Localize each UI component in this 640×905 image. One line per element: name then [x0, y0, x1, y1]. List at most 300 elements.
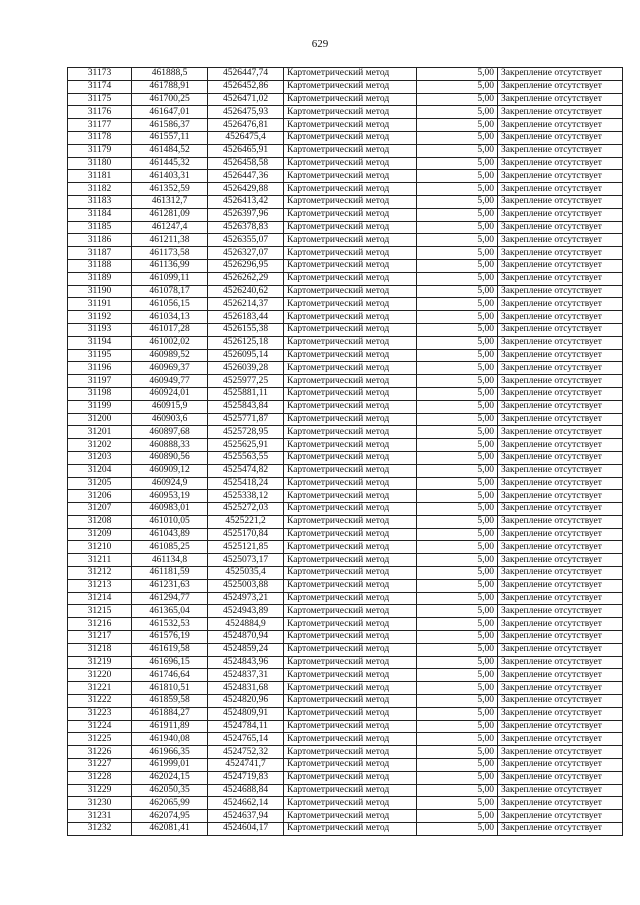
accuracy-cell: 5,00 [417, 477, 498, 490]
accuracy-cell: 5,00 [417, 784, 498, 797]
accuracy-cell: 5,00 [417, 272, 498, 285]
x-coordinate-cell: 460897,68 [132, 426, 208, 439]
y-coordinate-cell: 4526125,18 [208, 336, 284, 349]
method-cell: Картометрический метод [284, 823, 417, 836]
method-cell: Картометрический метод [284, 195, 417, 208]
fixation-cell: Закрепление отсутствует [498, 605, 623, 618]
fixation-cell: Закрепление отсутствует [498, 618, 623, 631]
table-row [68, 349, 623, 362]
fixation-cell: Закрепление отсутствует [498, 503, 623, 516]
accuracy-cell: 5,00 [417, 759, 498, 772]
fixation-cell: Закрепление отсутствует [498, 669, 623, 682]
y-coordinate-cell: 4524752,32 [208, 746, 284, 759]
x-coordinate-cell: 461085,25 [132, 541, 208, 554]
fixation-cell: Закрепление отсутствует [498, 400, 623, 413]
method-cell: Картометрический метод [284, 490, 417, 503]
x-coordinate-cell: 462050,35 [132, 784, 208, 797]
x-coordinate-cell: 461017,28 [132, 323, 208, 336]
x-coordinate-cell: 461002,02 [132, 336, 208, 349]
table-row [68, 490, 623, 503]
fixation-cell: Закрепление отсутствует [498, 426, 623, 439]
y-coordinate-cell: 4526447,36 [208, 170, 284, 183]
point-number-cell: 31184 [68, 208, 132, 221]
x-coordinate-cell: 461647,01 [132, 106, 208, 119]
point-number-cell: 31185 [68, 221, 132, 234]
accuracy-cell: 5,00 [417, 554, 498, 567]
point-number-cell: 31193 [68, 323, 132, 336]
accuracy-cell: 5,00 [417, 336, 498, 349]
table-row [68, 554, 623, 567]
fixation-cell: Закрепление отсутствует [498, 695, 623, 708]
x-coordinate-cell: 461911,89 [132, 720, 208, 733]
accuracy-cell: 5,00 [417, 106, 498, 119]
method-cell: Картометрический метод [284, 759, 417, 772]
point-number-cell: 31192 [68, 311, 132, 324]
x-coordinate-cell: 461010,05 [132, 515, 208, 528]
x-coordinate-cell: 461746,64 [132, 669, 208, 682]
x-coordinate-cell: 461619,58 [132, 643, 208, 656]
x-coordinate-cell: 461247,4 [132, 221, 208, 234]
fixation-cell: Закрепление отсутствует [498, 439, 623, 452]
point-number-cell: 31228 [68, 771, 132, 784]
x-coordinate-cell: 460888,33 [132, 439, 208, 452]
point-number-cell: 31176 [68, 106, 132, 119]
y-coordinate-cell: 4525338,12 [208, 490, 284, 503]
table-row [68, 195, 623, 208]
table-row [68, 106, 623, 119]
method-cell: Картометрический метод [284, 221, 417, 234]
table-row [68, 375, 623, 388]
fixation-cell: Закрепление отсутствует [498, 810, 623, 823]
accuracy-cell: 5,00 [417, 208, 498, 221]
method-cell: Картометрический метод [284, 311, 417, 324]
point-number-cell: 31204 [68, 464, 132, 477]
fixation-cell: Закрепление отсутствует [498, 746, 623, 759]
accuracy-cell: 5,00 [417, 771, 498, 784]
point-number-cell: 31219 [68, 656, 132, 669]
accuracy-cell: 5,00 [417, 669, 498, 682]
y-coordinate-cell: 4524637,94 [208, 810, 284, 823]
x-coordinate-cell: 461940,08 [132, 733, 208, 746]
accuracy-cell: 5,00 [417, 618, 498, 631]
table-row [68, 80, 623, 93]
accuracy-cell: 5,00 [417, 439, 498, 452]
table-row [68, 272, 623, 285]
point-number-cell: 31183 [68, 195, 132, 208]
x-coordinate-cell: 461888,5 [132, 68, 208, 81]
table-row [68, 464, 623, 477]
y-coordinate-cell: 4526355,07 [208, 234, 284, 247]
method-cell: Картометрический метод [284, 720, 417, 733]
y-coordinate-cell: 4526475,93 [208, 106, 284, 119]
accuracy-cell: 5,00 [417, 541, 498, 554]
point-number-cell: 31194 [68, 336, 132, 349]
method-cell: Картометрический метод [284, 119, 417, 132]
point-number-cell: 31223 [68, 707, 132, 720]
table-row [68, 669, 623, 682]
fixation-cell: Закрепление отсутствует [498, 170, 623, 183]
fixation-cell: Закрепление отсутствует [498, 720, 623, 733]
point-number-cell: 31199 [68, 400, 132, 413]
point-number-cell: 31205 [68, 477, 132, 490]
accuracy-cell: 5,00 [417, 387, 498, 400]
accuracy-cell: 5,00 [417, 400, 498, 413]
y-coordinate-cell: 4524837,31 [208, 669, 284, 682]
y-coordinate-cell: 4525977,25 [208, 375, 284, 388]
table-row [68, 605, 623, 618]
table-row [68, 183, 623, 196]
y-coordinate-cell: 4526183,44 [208, 311, 284, 324]
table-row [68, 823, 623, 836]
table-row [68, 528, 623, 541]
point-number-cell: 31213 [68, 579, 132, 592]
point-number-cell: 31231 [68, 810, 132, 823]
accuracy-cell: 5,00 [417, 349, 498, 362]
y-coordinate-cell: 4525728,95 [208, 426, 284, 439]
method-cell: Картометрический метод [284, 592, 417, 605]
accuracy-cell: 5,00 [417, 80, 498, 93]
method-cell: Картометрический метод [284, 183, 417, 196]
y-coordinate-cell: 4526476,81 [208, 119, 284, 132]
table-row [68, 771, 623, 784]
accuracy-cell: 5,00 [417, 579, 498, 592]
x-coordinate-cell: 460915,9 [132, 400, 208, 413]
table-row [68, 208, 623, 221]
x-coordinate-cell: 460909,12 [132, 464, 208, 477]
table-row [68, 234, 623, 247]
y-coordinate-cell: 4525073,17 [208, 554, 284, 567]
point-number-cell: 31222 [68, 695, 132, 708]
x-coordinate-cell: 461999,01 [132, 759, 208, 772]
accuracy-cell: 5,00 [417, 195, 498, 208]
accuracy-cell: 5,00 [417, 810, 498, 823]
method-cell: Картометрический метод [284, 771, 417, 784]
point-number-cell: 31175 [68, 93, 132, 106]
method-cell: Картометрический метод [284, 682, 417, 695]
point-number-cell: 31216 [68, 618, 132, 631]
fixation-cell: Закрепление отсутствует [498, 119, 623, 132]
method-cell: Картометрический метод [284, 631, 417, 644]
fixation-cell: Закрепление отсутствует [498, 554, 623, 567]
fixation-cell: Закрепление отсутствует [498, 656, 623, 669]
fixation-cell: Закрепление отсутствует [498, 759, 623, 772]
y-coordinate-cell: 4524884,9 [208, 618, 284, 631]
table-row [68, 387, 623, 400]
table-row [68, 439, 623, 452]
accuracy-cell: 5,00 [417, 656, 498, 669]
x-coordinate-cell: 461557,11 [132, 131, 208, 144]
fixation-cell: Закрепление отсутствует [498, 285, 623, 298]
method-cell: Картометрический метод [284, 797, 417, 810]
point-number-cell: 31207 [68, 503, 132, 516]
x-coordinate-cell: 461859,58 [132, 695, 208, 708]
method-cell: Картометрический метод [284, 656, 417, 669]
method-cell: Картометрический метод [284, 375, 417, 388]
y-coordinate-cell: 4526039,28 [208, 362, 284, 375]
x-coordinate-cell: 461884,27 [132, 707, 208, 720]
point-number-cell: 31201 [68, 426, 132, 439]
point-number-cell: 31230 [68, 797, 132, 810]
accuracy-cell: 5,00 [417, 733, 498, 746]
accuracy-cell: 5,00 [417, 567, 498, 580]
table-row [68, 579, 623, 592]
x-coordinate-cell: 461294,77 [132, 592, 208, 605]
method-cell: Картометрический метод [284, 643, 417, 656]
method-cell: Картометрический метод [284, 323, 417, 336]
fixation-cell: Закрепление отсутствует [498, 490, 623, 503]
table-row [68, 759, 623, 772]
accuracy-cell: 5,00 [417, 234, 498, 247]
method-cell: Картометрический метод [284, 157, 417, 170]
fixation-cell: Закрепление отсутствует [498, 784, 623, 797]
method-cell: Картометрический метод [284, 413, 417, 426]
accuracy-cell: 5,00 [417, 515, 498, 528]
fixation-cell: Закрепление отсутствует [498, 682, 623, 695]
y-coordinate-cell: 4524719,83 [208, 771, 284, 784]
accuracy-cell: 5,00 [417, 93, 498, 106]
y-coordinate-cell: 4524741,7 [208, 759, 284, 772]
table-row [68, 323, 623, 336]
accuracy-cell: 5,00 [417, 413, 498, 426]
x-coordinate-cell: 461134,8 [132, 554, 208, 567]
accuracy-cell: 5,00 [417, 746, 498, 759]
accuracy-cell: 5,00 [417, 183, 498, 196]
y-coordinate-cell: 4524943,89 [208, 605, 284, 618]
method-cell: Картометрический метод [284, 464, 417, 477]
fixation-cell: Закрепление отсутствует [498, 707, 623, 720]
fixation-cell: Закрепление отсутствует [498, 131, 623, 144]
method-cell: Картометрический метод [284, 554, 417, 567]
point-number-cell: 31186 [68, 234, 132, 247]
x-coordinate-cell: 460890,56 [132, 451, 208, 464]
page-number: 629 [311, 38, 329, 50]
x-coordinate-cell: 461312,7 [132, 195, 208, 208]
table-row [68, 682, 623, 695]
x-coordinate-cell: 462081,41 [132, 823, 208, 836]
method-cell: Картометрический метод [284, 400, 417, 413]
point-number-cell: 31215 [68, 605, 132, 618]
y-coordinate-cell: 4524831,68 [208, 682, 284, 695]
method-cell: Картометрический метод [284, 503, 417, 516]
y-coordinate-cell: 4526155,38 [208, 323, 284, 336]
y-coordinate-cell: 4525221,2 [208, 515, 284, 528]
table-row [68, 259, 623, 272]
fixation-cell: Закрепление отсутствует [498, 477, 623, 490]
accuracy-cell: 5,00 [417, 592, 498, 605]
x-coordinate-cell: 460953,19 [132, 490, 208, 503]
y-coordinate-cell: 4524973,21 [208, 592, 284, 605]
method-cell: Картометрический метод [284, 93, 417, 106]
x-coordinate-cell: 461696,15 [132, 656, 208, 669]
method-cell: Картометрический метод [284, 170, 417, 183]
point-number-cell: 31227 [68, 759, 132, 772]
table-row [68, 157, 623, 170]
y-coordinate-cell: 4524809,91 [208, 707, 284, 720]
accuracy-cell: 5,00 [417, 259, 498, 272]
accuracy-cell: 5,00 [417, 144, 498, 157]
point-number-cell: 31212 [68, 567, 132, 580]
accuracy-cell: 5,00 [417, 375, 498, 388]
table-row [68, 477, 623, 490]
table-row [68, 643, 623, 656]
fixation-cell: Закрепление отсутствует [498, 234, 623, 247]
point-number-cell: 31214 [68, 592, 132, 605]
fixation-cell: Закрепление отсутствует [498, 375, 623, 388]
table-row [68, 93, 623, 106]
accuracy-cell: 5,00 [417, 426, 498, 439]
y-coordinate-cell: 4526429,88 [208, 183, 284, 196]
table-row [68, 400, 623, 413]
point-number-cell: 31220 [68, 669, 132, 682]
method-cell: Картометрический метод [284, 579, 417, 592]
point-number-cell: 31226 [68, 746, 132, 759]
y-coordinate-cell: 4526413,42 [208, 195, 284, 208]
table-row [68, 68, 623, 81]
fixation-cell: Закрепление отсутствует [498, 259, 623, 272]
x-coordinate-cell: 461788,91 [132, 80, 208, 93]
y-coordinate-cell: 4525003,88 [208, 579, 284, 592]
fixation-cell: Закрепление отсутствует [498, 362, 623, 375]
x-coordinate-cell: 461173,58 [132, 247, 208, 260]
method-cell: Картометрический метод [284, 733, 417, 746]
accuracy-cell: 5,00 [417, 362, 498, 375]
coordinates-table [67, 67, 623, 836]
y-coordinate-cell: 4525625,91 [208, 439, 284, 452]
point-number-cell: 31225 [68, 733, 132, 746]
fixation-cell: Закрепление отсутствует [498, 221, 623, 234]
accuracy-cell: 5,00 [417, 464, 498, 477]
point-number-cell: 31177 [68, 119, 132, 132]
fixation-cell: Закрепление отсутствует [498, 336, 623, 349]
point-number-cell: 31208 [68, 515, 132, 528]
accuracy-cell: 5,00 [417, 298, 498, 311]
x-coordinate-cell: 461810,51 [132, 682, 208, 695]
point-number-cell: 31203 [68, 451, 132, 464]
accuracy-cell: 5,00 [417, 528, 498, 541]
point-number-cell: 31173 [68, 68, 132, 81]
method-cell: Картометрический метод [284, 247, 417, 260]
method-cell: Картометрический метод [284, 387, 417, 400]
fixation-cell: Закрепление отсутствует [498, 144, 623, 157]
fixation-cell: Закрепление отсутствует [498, 413, 623, 426]
accuracy-cell: 5,00 [417, 643, 498, 656]
accuracy-cell: 5,00 [417, 707, 498, 720]
y-coordinate-cell: 4526095,14 [208, 349, 284, 362]
point-number-cell: 31190 [68, 285, 132, 298]
table-row [68, 541, 623, 554]
fixation-cell: Закрепление отсутствует [498, 247, 623, 260]
y-coordinate-cell: 4524765,14 [208, 733, 284, 746]
method-cell: Картометрический метод [284, 439, 417, 452]
x-coordinate-cell: 460989,52 [132, 349, 208, 362]
fixation-cell: Закрепление отсутствует [498, 515, 623, 528]
point-number-cell: 31198 [68, 387, 132, 400]
y-coordinate-cell: 4525563,55 [208, 451, 284, 464]
y-coordinate-cell: 4525843,84 [208, 400, 284, 413]
x-coordinate-cell: 461403,31 [132, 170, 208, 183]
point-number-cell: 31188 [68, 259, 132, 272]
method-cell: Картометрический метод [284, 336, 417, 349]
accuracy-cell: 5,00 [417, 68, 498, 81]
table-row [68, 707, 623, 720]
fixation-cell: Закрепление отсутствует [498, 68, 623, 81]
table-row [68, 247, 623, 260]
y-coordinate-cell: 4526378,83 [208, 221, 284, 234]
x-coordinate-cell: 460949,77 [132, 375, 208, 388]
fixation-cell: Закрепление отсутствует [498, 464, 623, 477]
method-cell: Картометрический метод [284, 362, 417, 375]
table-row [68, 131, 623, 144]
table-row [68, 720, 623, 733]
fixation-cell: Закрепление отсутствует [498, 298, 623, 311]
point-number-cell: 31196 [68, 362, 132, 375]
x-coordinate-cell: 461586,37 [132, 119, 208, 132]
fixation-cell: Закрепление отсутствует [498, 323, 623, 336]
fixation-cell: Закрепление отсутствует [498, 528, 623, 541]
fixation-cell: Закрепление отсутствует [498, 592, 623, 605]
method-cell: Картометрический метод [284, 349, 417, 362]
accuracy-cell: 5,00 [417, 490, 498, 503]
y-coordinate-cell: 4526327,07 [208, 247, 284, 260]
fixation-cell: Закрепление отсутствует [498, 541, 623, 554]
fixation-cell: Закрепление отсутствует [498, 451, 623, 464]
x-coordinate-cell: 460983,01 [132, 503, 208, 516]
fixation-cell: Закрепление отсутствует [498, 643, 623, 656]
x-coordinate-cell: 462024,15 [132, 771, 208, 784]
x-coordinate-cell: 461966,35 [132, 746, 208, 759]
y-coordinate-cell: 4526296,95 [208, 259, 284, 272]
y-coordinate-cell: 4524604,17 [208, 823, 284, 836]
fixation-cell: Закрепление отсутствует [498, 106, 623, 119]
x-coordinate-cell: 460903,6 [132, 413, 208, 426]
table-body [68, 68, 623, 836]
x-coordinate-cell: 462074,95 [132, 810, 208, 823]
point-number-cell: 31218 [68, 643, 132, 656]
y-coordinate-cell: 4526397,96 [208, 208, 284, 221]
point-number-cell: 31224 [68, 720, 132, 733]
x-coordinate-cell: 461445,32 [132, 157, 208, 170]
table-row [68, 285, 623, 298]
accuracy-cell: 5,00 [417, 720, 498, 733]
y-coordinate-cell: 4525418,24 [208, 477, 284, 490]
fixation-cell: Закрепление отсутствует [498, 771, 623, 784]
fixation-cell: Закрепление отсутствует [498, 387, 623, 400]
accuracy-cell: 5,00 [417, 247, 498, 260]
y-coordinate-cell: 4526471,02 [208, 93, 284, 106]
point-number-cell: 31182 [68, 183, 132, 196]
y-coordinate-cell: 4525881,11 [208, 387, 284, 400]
x-coordinate-cell: 461056,15 [132, 298, 208, 311]
x-coordinate-cell: 461700,25 [132, 93, 208, 106]
fixation-cell: Закрепление отсутствует [498, 208, 623, 221]
fixation-cell: Закрепление отсутствует [498, 157, 623, 170]
y-coordinate-cell: 4524688,84 [208, 784, 284, 797]
table-row [68, 426, 623, 439]
x-coordinate-cell: 461365,04 [132, 605, 208, 618]
fixation-cell: Закрепление отсутствует [498, 272, 623, 285]
method-cell: Картометрический метод [284, 298, 417, 311]
fixation-cell: Закрепление отсутствует [498, 797, 623, 810]
y-coordinate-cell: 4526458,58 [208, 157, 284, 170]
method-cell: Картометрический метод [284, 106, 417, 119]
y-coordinate-cell: 4525170,84 [208, 528, 284, 541]
y-coordinate-cell: 4525035,4 [208, 567, 284, 580]
x-coordinate-cell: 461231,63 [132, 579, 208, 592]
accuracy-cell: 5,00 [417, 170, 498, 183]
table-row [68, 170, 623, 183]
x-coordinate-cell: 461211,38 [132, 234, 208, 247]
point-number-cell: 31232 [68, 823, 132, 836]
